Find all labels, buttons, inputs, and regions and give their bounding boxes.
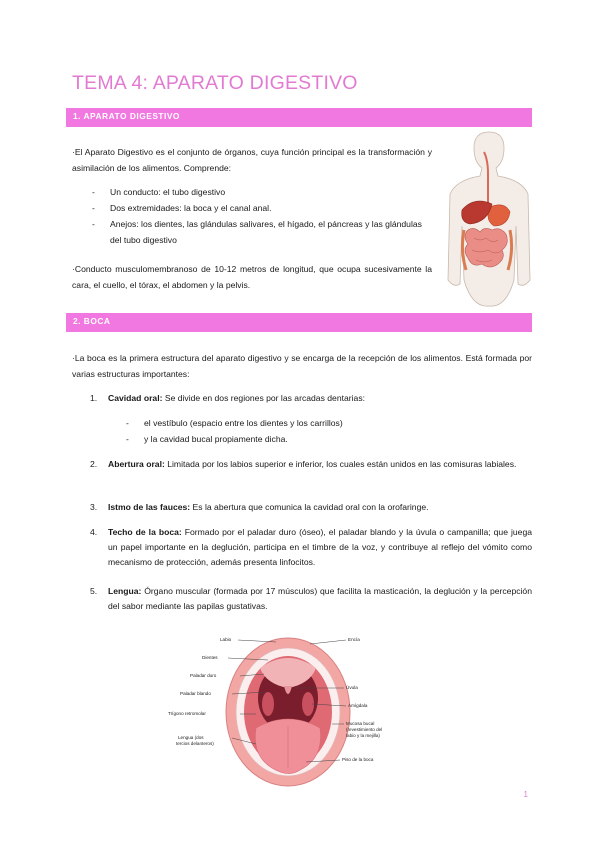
list-item: [90, 391, 532, 406]
figure-label: Paladar blando: [180, 691, 211, 696]
section-heading: 2. BOCA: [73, 316, 111, 326]
section-header-boca: [66, 313, 532, 332]
section1-intro: ·El Aparato Digestivo es el conjunto de órganos, cuya función principal es la transformación y asimilación de los alimentos. Comprende:: [72, 147, 432, 173]
label-lines: [160, 628, 410, 788]
figure-label: tercios delanteros): [176, 741, 214, 746]
item-text: Limitada por los labios superior e inferior, los cuales están unidos en las comisuras labiales.: [164, 459, 517, 469]
list-item: - Un conducto: el tubo digestivo: [92, 184, 432, 200]
item-term: Cavidad oral:: [108, 393, 163, 403]
figure-label: Paladar duro: [190, 673, 217, 678]
list-item: - Dos extremidades: la boca y el canal anal.: [92, 200, 432, 216]
list-item: [90, 457, 532, 472]
item-term: Techo de la boca:: [108, 527, 182, 537]
item-term: Istmo de las fauces:: [108, 502, 191, 512]
figure-label: Trígono retromolar: [168, 711, 206, 716]
page-title: TEMA 4: APARATO DIGESTIVO: [72, 72, 358, 94]
item-text: Es la abertura que comunica la cavidad oral con la orofaringe.: [190, 502, 429, 512]
section2-intro: ·La boca es la primera estructura del aparato digestivo y se encarga de la recepción de los alimentos. Está formada por varias estructuras importantes:: [72, 353, 532, 379]
item-text: Se divide en dos regiones por las arcadas dentarias:: [162, 393, 366, 403]
figure-label: Piso de la boca: [342, 757, 374, 762]
digestive-system-illustration: [444, 130, 534, 310]
figure-label: Mucosa bucal: [346, 721, 375, 726]
mouth-anatomy-illustration: [160, 628, 410, 788]
item-number: 1.: [90, 393, 98, 403]
section1-conducto: ·Conducto musculomembranoso de 10-12 metros de longitud, que ocupa sucesivamente la cara, el cuello, el tórax, el abdomen y la pelvis.: [72, 264, 432, 290]
item-text: Órgano muscular (formada por 17 músculos) que facilita la masticación, la deglución y la percepción del sabor mediante las papilas gustativas.: [108, 586, 532, 611]
figure-label: (revestimiento del: [346, 727, 383, 732]
list-item: - el vestíbulo (espacio entre los dientes y los carrillos): [126, 415, 526, 431]
figure-label: Encía: [348, 637, 360, 642]
figure-label: labio y la mejilla): [346, 733, 380, 738]
list-item: [90, 500, 532, 515]
section-heading: 1. APARATO DIGESTIVO: [73, 111, 180, 121]
list-item: - y la cavidad bucal propiamente dicha.: [126, 431, 526, 447]
figure-label: Lengua (dos: [178, 735, 204, 740]
list-item: [90, 525, 533, 570]
item-term: Abertura oral:: [108, 459, 165, 469]
page-number: 1: [523, 790, 528, 799]
list-item: [90, 584, 532, 614]
item-text: Formado por el paladar duro (óseo), el paladar blando y la úvula o campanilla; que juega un papel importante en la deglución, participa en el timbre de la voz, y contribuye al reflejo del vómito como mecanismo de protección, además presenta linfocitos.: [108, 527, 533, 567]
section1-list: [92, 184, 432, 248]
item-term: Lengua:: [108, 586, 142, 596]
figure-label: Amígdala: [348, 703, 368, 708]
item-number: 2.: [90, 459, 98, 469]
figure-label: Labio: [220, 637, 232, 642]
list-item: - Anejos: los dientes, las glándulas salivares, el hígado, el páncreas y las glándulas del tubo digestivo: [92, 216, 432, 248]
section-header-aparato-digestivo: [66, 108, 532, 127]
item-number: 5.: [90, 586, 98, 596]
figure-label: Dientes: [202, 655, 218, 660]
figure-label: Úvula: [346, 685, 358, 690]
cavidad-oral-sublist: [126, 415, 526, 447]
item-number: 4.: [90, 527, 98, 537]
item-number: 3.: [90, 502, 98, 512]
